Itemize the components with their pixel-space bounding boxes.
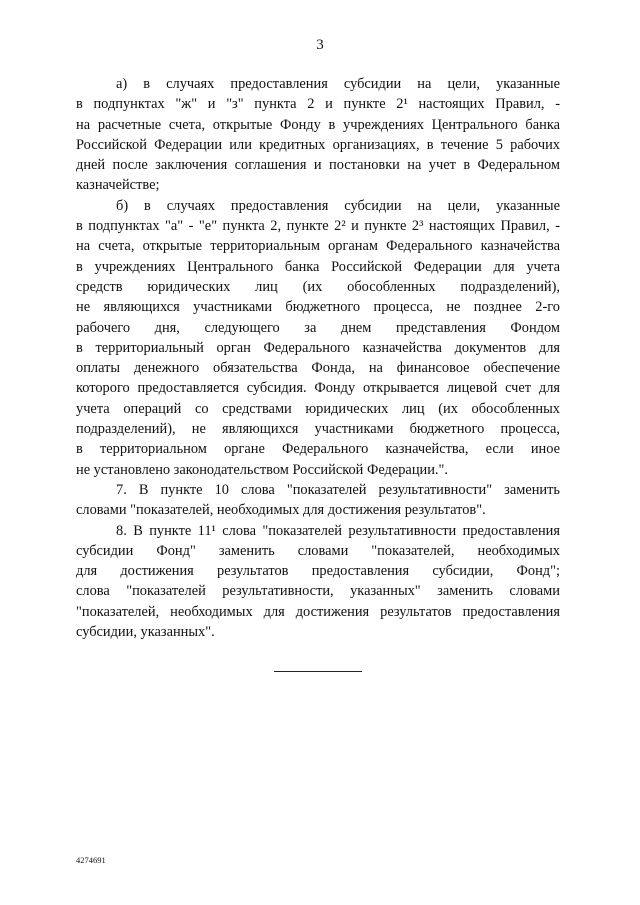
text-line: слова "показателей результативности, указанных" заменить словами <box>76 583 560 600</box>
text-line: на расчетные счета, открытые Фонду в учреждениях Центрального банка <box>76 116 560 133</box>
paragraph-item-a <box>76 74 560 196</box>
text-line: 7. В пункте 10 слова "показателей результативности" заменить <box>116 481 560 498</box>
text-line: "показателей, необходимых для достижения результатов предоставления <box>76 603 560 620</box>
text-line: рабочего дня, следующего за днем представления Фондом <box>76 319 560 336</box>
text-line: не являющихся участниками бюджетного процесса, не позднее 2-го <box>76 299 560 316</box>
document-body <box>76 74 560 642</box>
text-line: которого предоставляется субсидия. Фонду открывается лицевой счет для <box>76 380 560 397</box>
text-line: для достижения результатов предоставления субсидии, Фонд"; <box>76 563 560 580</box>
text-line: субсидии Фонд" заменить словами "показателей, необходимых <box>76 542 560 559</box>
text-line: Российской Федерации или кредитных организациях, в течение 5 рабочих <box>76 136 560 153</box>
document-code: 4274691 <box>76 855 106 865</box>
text-line: в подпунктах "ж" и "з" пункта 2 и пункте 2¹ настоящих Правил, - <box>76 96 560 113</box>
text-line: в подпунктах "а" - "е" пункта 2, пункте 2² и пункте 2³ настоящих Правил, - <box>76 218 560 235</box>
text-line: словами "показателей, необходимых для достижения результатов". <box>76 502 486 519</box>
text-line: казначействе; <box>76 177 160 194</box>
text-line: в территориальный орган Федерального казначейства документов для <box>76 339 560 356</box>
text-line: дней после заключения соглашения и постановки на учет в Федеральном <box>76 157 560 174</box>
text-line: оплаты денежного обязательства Фонда, на финансовое обеспечение <box>76 360 560 377</box>
separator-line <box>274 671 362 672</box>
text-line: подразделений), не являющихся участниками бюджетного процесса, <box>76 421 560 438</box>
text-line: а) в случаях предоставления субсидии на цели, указанные <box>116 76 560 92</box>
text-line: учета операций со средствами юридических лиц (их обособленных <box>76 400 560 417</box>
paragraph-item-b <box>76 196 560 480</box>
text-line: в учреждениях Центрального банка Российской Федерации для учета <box>76 258 560 275</box>
text-line: субсидии, указанных". <box>76 624 215 641</box>
page-number: 3 <box>316 37 324 53</box>
text-line: б) в случаях предоставления субсидии на цели, указанные <box>116 197 560 214</box>
text-line: на счета, открытые территориальным органам Федерального казначейства <box>76 238 560 255</box>
paragraph-item-8 <box>76 521 560 643</box>
paragraph-item-7 <box>76 480 560 521</box>
text-line: 8. В пункте 11¹ слова "показателей результативности предоставления <box>116 522 560 539</box>
text-line: в территориальном органе Федерального казначейства, если иное <box>76 441 560 458</box>
text-line: средств юридических лиц (их обособленных подразделений), <box>76 278 560 295</box>
text-line: не установлено законодательством Российской Федерации.". <box>76 461 448 478</box>
